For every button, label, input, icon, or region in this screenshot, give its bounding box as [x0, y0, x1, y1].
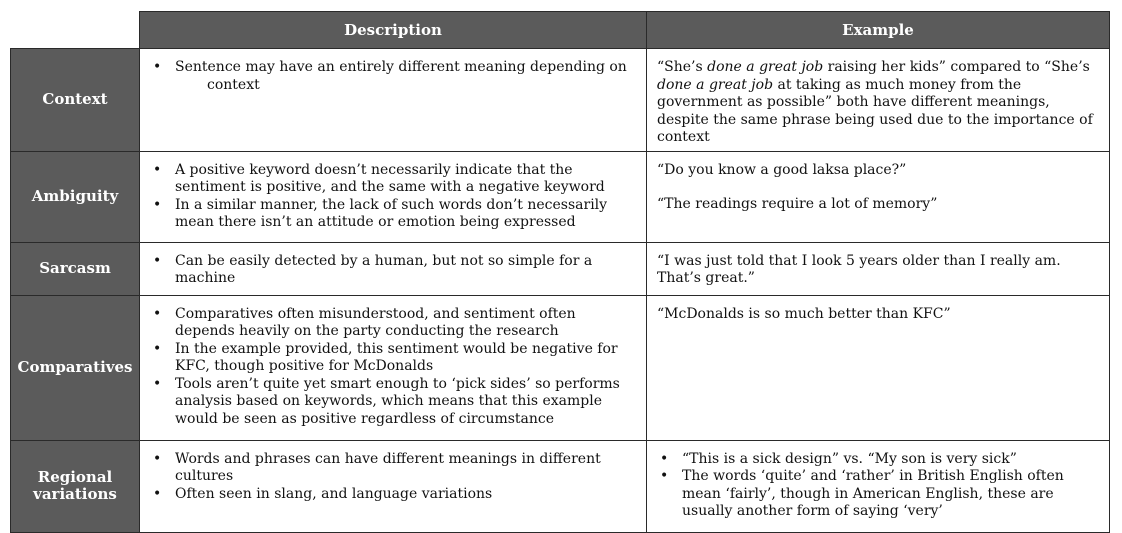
example-text: “McDonalds is so much better than KFC”	[657, 305, 951, 322]
example-cell	[647, 440, 1110, 532]
bullet-item: • The words ‘quite’ and ‘rather’ in British English often mean ‘fairly’, though in American English, these are usually another form of saying ‘very’	[657, 468, 1101, 521]
example-cell	[647, 49, 1110, 152]
corner-empty	[11, 12, 140, 49]
table-row-regional-variations	[11, 440, 1110, 532]
example-text: “Do you know a good laksa place?”	[657, 161, 907, 178]
description-cell	[140, 49, 647, 152]
bullet-item: • “This is a sick design” vs. “My son is very sick”	[657, 451, 1101, 469]
header-example: Example	[647, 12, 1110, 49]
row-label-context: Context	[11, 49, 140, 152]
example-cell	[647, 242, 1110, 295]
bullet-item: • In a similar manner, the lack of such words don’t necessarily mean there isn’t an attitude or emotion being expressed	[150, 197, 638, 232]
table-row-sarcasm	[11, 242, 1110, 295]
example-cell	[647, 151, 1110, 242]
description-cell	[140, 151, 647, 242]
bullet-item: • Sentence may have an entirely different meaning depending on context	[150, 59, 638, 94]
bullet-item: • Often seen in slang, and language variations	[150, 486, 638, 504]
description-cell	[140, 242, 647, 295]
row-label-ambiguity: Ambiguity	[11, 151, 140, 242]
bullet-item: • Comparatives often misunderstood, and sentiment often depends heavily on the party conducting the research	[150, 306, 638, 341]
example-text: “The readings require a lot of memory”	[657, 196, 938, 212]
row-label-regional-variations: Regional variations	[11, 440, 140, 532]
example-text: “She’s done a great job raising her kids” compared to “She’s done a great job at taking as much money from the government as possible” both have different meanings, despite the same phrase being used due to the importance of context	[657, 59, 1093, 145]
row-label-comparatives: Comparatives	[11, 295, 140, 440]
description-cell	[140, 440, 647, 532]
example-text: “I was just told that I look 5 years older than I really am. That’s great.”	[657, 252, 1061, 286]
table-row-context	[11, 49, 1110, 152]
bullet-item: • Can be easily detected by a human, but not so simple for a machine	[150, 253, 638, 288]
bullet-item: • Tools aren’t quite yet smart enough to ‘pick sides’ so performs analysis based on keywords, which means that this example would be seen as positive regardless of circumstance	[150, 376, 638, 429]
bullet-item: • Words and phrases can have different meanings in different cultures	[150, 451, 638, 486]
table-row-ambiguity	[11, 151, 1110, 242]
description-cell	[140, 295, 647, 440]
row-label-sarcasm: Sarcasm	[11, 242, 140, 295]
header-description: Description	[140, 12, 647, 49]
example-cell	[647, 295, 1110, 440]
bullet-item: • A positive keyword doesn’t necessarily indicate that the sentiment is positive, and the same with a negative keyword	[150, 162, 638, 197]
sentiment-challenges-table	[10, 11, 1110, 533]
table-row-comparatives	[11, 295, 1110, 440]
bullet-item: • In the example provided, this sentiment would be negative for KFC, though positive for McDonalds	[150, 341, 638, 376]
